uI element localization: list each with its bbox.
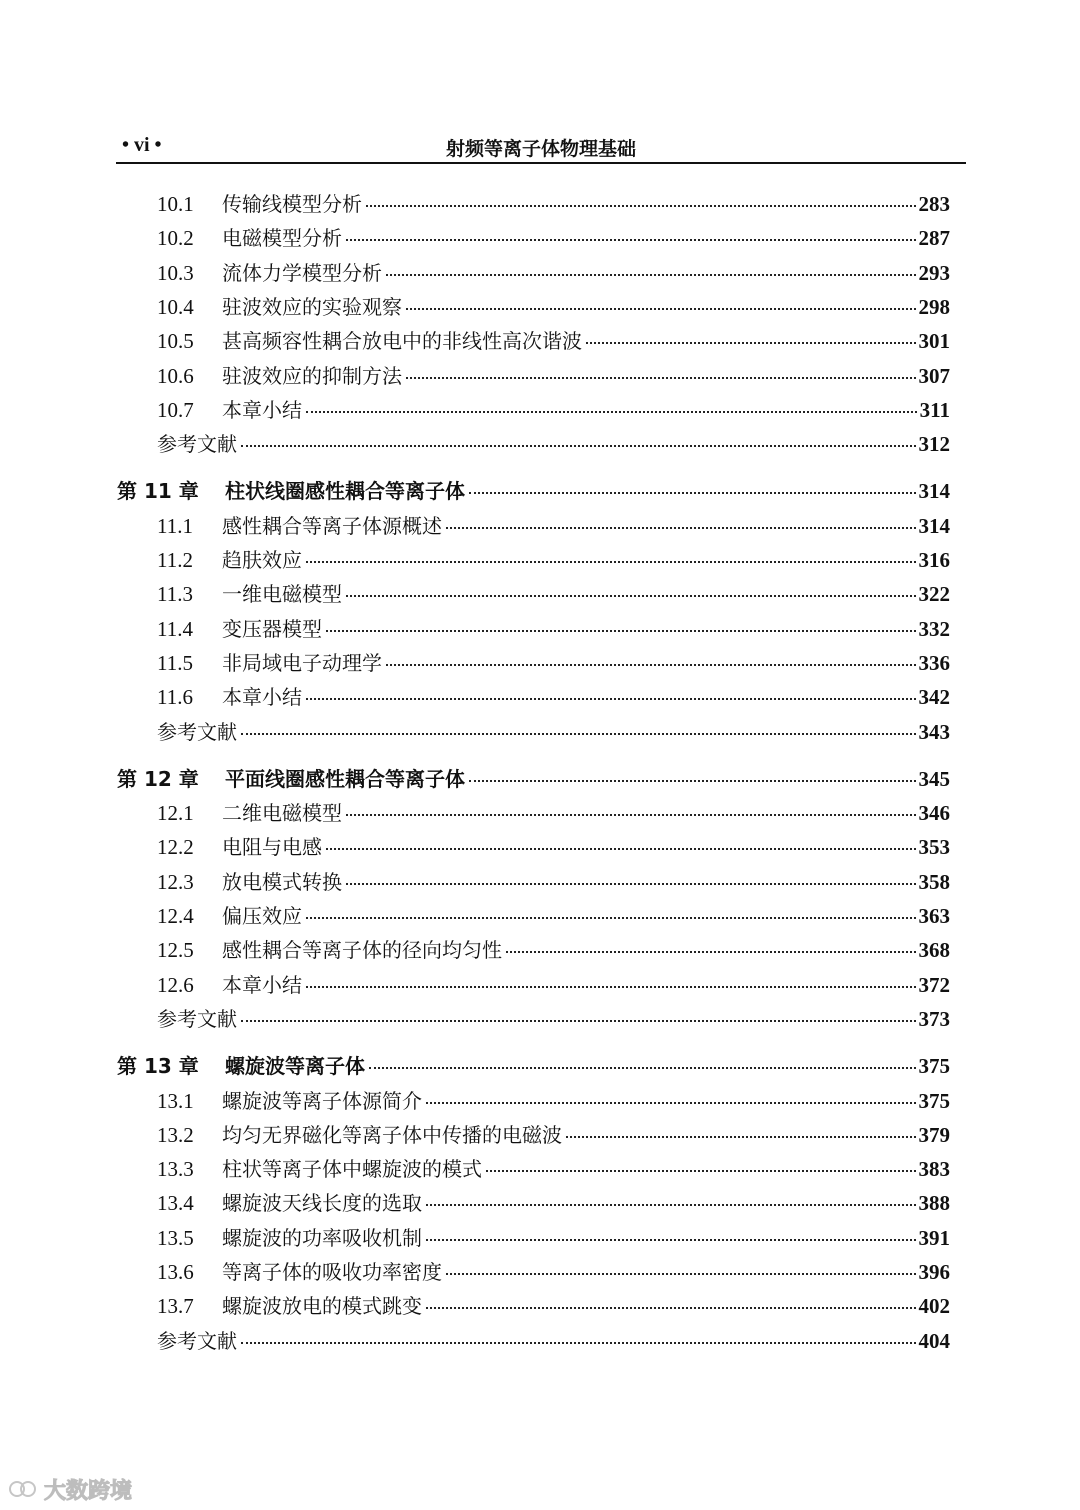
dot-leader <box>426 1239 916 1241</box>
section-number: 10.6 <box>157 363 194 388</box>
toc-entry-title: 感性耦合等离子体源概述 <box>222 513 442 538</box>
watermark-logo-icon <box>8 1477 38 1501</box>
section-number: 12.5 <box>157 938 194 963</box>
chapter-number: 第 13 章 <box>117 1054 199 1079</box>
dot-leader <box>241 445 916 447</box>
toc-references-row[interactable] <box>157 715 950 749</box>
toc-section-row[interactable] <box>157 865 950 899</box>
section-number: 13.7 <box>157 1294 194 1319</box>
toc-entry-title: 螺旋波等离子体源简介 <box>222 1088 422 1113</box>
toc-page-number: 373 <box>918 1006 950 1031</box>
dot-leader <box>306 411 917 413</box>
dot-leader <box>406 308 916 310</box>
dot-leader <box>326 848 916 850</box>
toc-page-number: 343 <box>918 719 950 744</box>
section-number: 12.6 <box>157 972 194 997</box>
toc-section-row[interactable] <box>157 899 950 933</box>
dot-leader <box>586 342 916 344</box>
toc-entry-title: 均匀无界磁化等离子体中传播的电磁波 <box>222 1122 562 1147</box>
toc-page-number: 345 <box>918 766 950 791</box>
dot-leader <box>306 698 916 700</box>
book-title: 射频等离子体物理基础 <box>445 138 636 160</box>
toc-entry-title: 柱状线圈感性耦合等离子体 <box>225 479 465 504</box>
toc-page-number: 332 <box>918 616 950 641</box>
dot-leader <box>369 1067 916 1069</box>
toc-section-row[interactable] <box>157 543 950 577</box>
toc-page-number: 375 <box>918 1088 950 1113</box>
toc-entry-title: 螺旋波放电的模式跳变 <box>222 1294 422 1319</box>
dot-leader <box>406 377 916 379</box>
toc-section-row[interactable] <box>157 612 950 646</box>
section-number: 11.5 <box>157 650 193 675</box>
dot-leader <box>306 917 916 919</box>
section-number: 10.2 <box>157 226 194 251</box>
toc-page-number: 363 <box>918 904 950 928</box>
toc-page-number: 312 <box>918 432 950 457</box>
toc-section-row[interactable] <box>157 830 950 864</box>
section-number: 13.4 <box>157 1191 194 1216</box>
dot-leader <box>241 733 916 735</box>
toc-page-number: 336 <box>918 650 950 675</box>
toc-section-row[interactable] <box>157 933 950 967</box>
section-number: 13.6 <box>157 1260 194 1284</box>
toc-page-number: 391 <box>918 1225 950 1250</box>
toc-entry-title: 螺旋波的功率吸收机制 <box>222 1225 422 1250</box>
dot-leader <box>346 883 916 885</box>
toc-page-number: 293 <box>918 260 950 285</box>
toc-section-row[interactable] <box>157 187 950 221</box>
section-number: 11.3 <box>157 582 193 607</box>
toc-page-number: 404 <box>918 1328 950 1353</box>
toc-entry-title: 本章小结 <box>222 972 302 997</box>
toc-entry-title: 电磁模型分析 <box>222 226 342 251</box>
toc-entry-title: 变压器模型 <box>222 616 322 641</box>
toc-section-row[interactable] <box>157 646 950 680</box>
dot-leader <box>446 1273 916 1275</box>
toc-page-number: 346 <box>918 801 950 826</box>
toc-entry-title: 参考文献 <box>157 1006 237 1031</box>
toc-page-number: 388 <box>918 1191 950 1216</box>
toc-section-row[interactable] <box>157 1118 950 1152</box>
toc-section-row[interactable] <box>157 256 950 290</box>
dot-leader <box>446 527 916 529</box>
toc-page-number: 307 <box>918 363 950 388</box>
toc-section-row[interactable] <box>157 796 950 830</box>
toc-page-number: 372 <box>918 972 950 997</box>
toc-entry-title: 驻波效应的抑制方法 <box>222 363 402 388</box>
toc-entry-title: 本章小结 <box>222 397 302 422</box>
section-number: 12.3 <box>157 869 194 894</box>
toc-section-row[interactable] <box>157 324 950 358</box>
toc-entry-title: 趋肤效应 <box>222 548 302 572</box>
toc-entry-title: 一维电磁模型 <box>222 582 342 607</box>
section-number: 13.3 <box>157 1157 194 1182</box>
dot-leader <box>426 1204 916 1206</box>
toc-page-number: 311 <box>919 397 950 422</box>
dot-leader <box>346 239 916 241</box>
section-number: 13.1 <box>157 1088 194 1113</box>
section-number: 10.7 <box>157 397 194 422</box>
chapter-number: 第 11 章 <box>117 479 199 504</box>
toc-chapter-row[interactable] <box>117 1049 950 1083</box>
dot-leader <box>469 780 916 782</box>
dot-leader <box>486 1170 916 1172</box>
watermark <box>8 1474 132 1504</box>
toc-section-row[interactable] <box>157 290 950 324</box>
toc-page-number: 301 <box>918 329 950 354</box>
toc-page-number: 342 <box>918 685 950 710</box>
toc-page-number: 368 <box>918 938 950 963</box>
toc-entry-title: 流体力学模型分析 <box>222 260 382 285</box>
running-header <box>116 132 966 164</box>
section-number: 10.3 <box>157 260 194 285</box>
dot-leader <box>346 595 916 597</box>
toc-section-row[interactable] <box>157 1221 950 1255</box>
toc-references-row[interactable] <box>157 1002 950 1036</box>
toc-page-number: 314 <box>918 479 950 504</box>
dot-leader <box>426 1102 916 1104</box>
toc-page-number: 396 <box>918 1260 950 1284</box>
toc-page-number: 358 <box>918 869 950 894</box>
section-number: 13.2 <box>157 1122 194 1147</box>
toc-page-number: 298 <box>918 294 950 319</box>
dot-leader <box>426 1307 916 1309</box>
dot-leader <box>326 630 916 632</box>
toc-entry-title: 参考文献 <box>157 719 237 744</box>
toc-entry-title: 甚高频容性耦合放电中的非线性高次谐波 <box>222 329 582 354</box>
toc-entry-title: 二维电磁模型 <box>222 801 342 826</box>
toc-entry-title: 参考文献 <box>157 432 237 457</box>
toc-entry-title: 偏压效应 <box>222 904 302 928</box>
dot-leader <box>386 274 916 276</box>
section-number: 11.1 <box>157 513 193 538</box>
section-number: 10.4 <box>157 294 194 319</box>
toc-entry-title: 参考文献 <box>157 1328 237 1353</box>
dot-leader <box>241 1020 916 1022</box>
dot-leader <box>386 664 916 666</box>
toc-chapter-row[interactable] <box>117 762 950 796</box>
dot-leader <box>306 986 916 988</box>
toc-section-row[interactable] <box>157 1084 950 1118</box>
toc-section-row[interactable] <box>157 577 950 611</box>
toc-page-number: 322 <box>918 582 950 607</box>
toc-entry-title: 放电模式转换 <box>222 869 342 894</box>
toc-page-number: 353 <box>918 835 950 860</box>
toc-entry-title: 驻波效应的实验观察 <box>222 294 402 319</box>
toc-entry-title: 等离子体的吸收功率密度 <box>222 1260 442 1284</box>
chapter-number: 第 12 章 <box>117 766 199 791</box>
section-number: 11.6 <box>157 685 193 710</box>
toc-entry-title: 电阻与电感 <box>222 835 322 860</box>
toc-section-row[interactable] <box>157 393 950 427</box>
dot-leader <box>469 492 916 494</box>
toc-page-number: 402 <box>918 1294 950 1319</box>
toc-entry-title: 感性耦合等离子体的径向均匀性 <box>222 938 502 963</box>
watermark-text: 大数跨境 <box>44 1478 133 1504</box>
section-number: 12.1 <box>157 801 194 826</box>
dot-leader <box>241 1342 916 1344</box>
dot-leader <box>366 205 916 207</box>
toc-section-row[interactable] <box>157 509 950 543</box>
section-number: 12.4 <box>157 904 194 928</box>
section-number: 11.4 <box>157 616 193 641</box>
toc-entry-title: 螺旋波天线长度的选取 <box>222 1191 422 1216</box>
toc-references-row[interactable] <box>157 427 950 461</box>
toc-section-row[interactable] <box>157 680 950 714</box>
toc-section-row[interactable] <box>157 359 950 393</box>
toc-section-row[interactable] <box>157 1255 950 1289</box>
toc-section-row[interactable] <box>157 221 950 255</box>
toc-page-number: 283 <box>918 192 950 216</box>
toc-section-row[interactable] <box>157 1186 950 1220</box>
section-number: 10.1 <box>157 192 194 216</box>
toc-section-row[interactable] <box>157 968 950 1002</box>
toc-page-number: 375 <box>918 1054 950 1079</box>
dot-leader <box>346 814 916 816</box>
toc-entry-title: 平面线圈感性耦合等离子体 <box>225 766 465 791</box>
toc-section-row[interactable] <box>157 1289 950 1323</box>
toc-entry-title: 柱状等离子体中螺旋波的模式 <box>222 1157 482 1182</box>
toc-page-number: 383 <box>918 1157 950 1182</box>
toc-references-row[interactable] <box>157 1324 950 1358</box>
toc-entry-title: 本章小结 <box>222 685 302 710</box>
toc-section-row[interactable] <box>157 1152 950 1186</box>
toc-entry-title: 螺旋波等离子体 <box>225 1054 365 1079</box>
toc-page-number: 287 <box>918 226 950 251</box>
dot-leader <box>306 561 916 563</box>
dot-leader <box>566 1136 916 1138</box>
toc-chapter-row[interactable] <box>117 474 950 508</box>
section-number: 12.2 <box>157 835 194 860</box>
section-number: 11.2 <box>157 548 193 572</box>
toc-page-number: 379 <box>918 1122 950 1147</box>
toc-page-number: 316 <box>918 548 950 572</box>
dot-leader <box>506 951 916 953</box>
toc-page-number: 314 <box>918 513 950 538</box>
section-number: 13.5 <box>157 1225 194 1250</box>
toc-entry-title: 传输线模型分析 <box>222 192 362 216</box>
section-number: 10.5 <box>157 329 194 354</box>
page-number: • vi • <box>122 134 162 156</box>
toc-entry-title: 非局域电子动理学 <box>222 650 382 675</box>
